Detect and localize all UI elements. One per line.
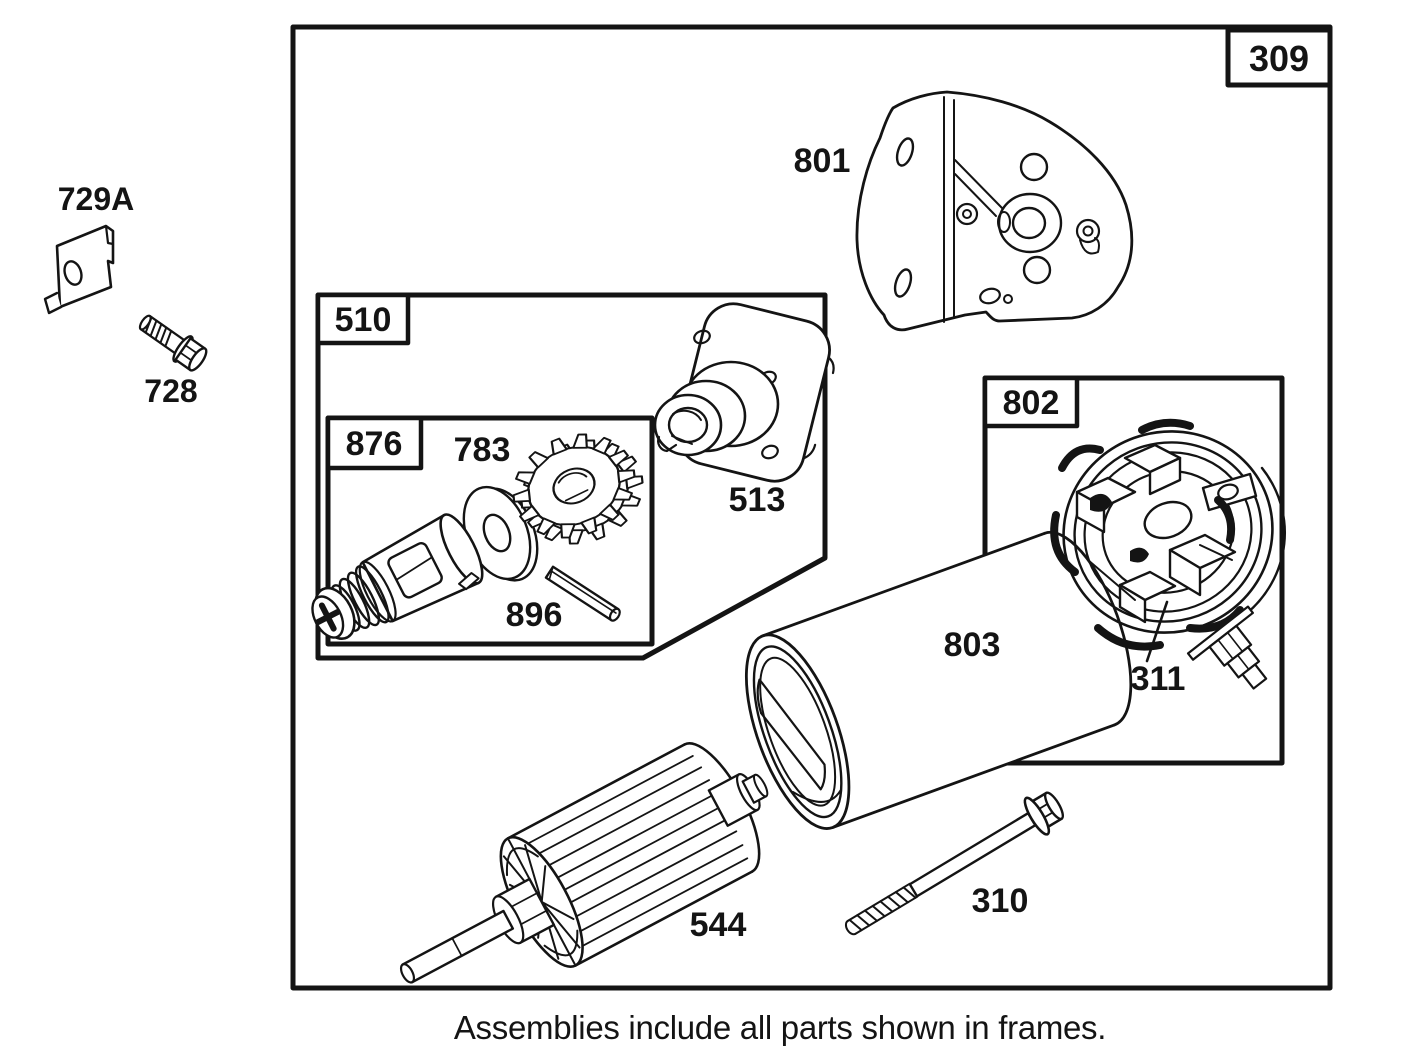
- label-309: 309: [1248, 38, 1310, 79]
- part-728-bolt: [134, 308, 211, 374]
- label-729a: 729A: [57, 181, 135, 217]
- label-728: 728: [144, 373, 198, 409]
- label-801: 801: [793, 142, 851, 180]
- label-876: 876: [345, 425, 403, 463]
- label-544: 544: [689, 906, 747, 944]
- label-802: 802: [1002, 384, 1060, 422]
- label-310: 310: [971, 882, 1029, 920]
- part-801-end-plate: [857, 92, 1132, 330]
- label-783: 783: [453, 431, 511, 469]
- label-896: 896: [505, 596, 563, 634]
- label-311: 311: [1130, 660, 1186, 698]
- label-513: 513: [728, 481, 786, 519]
- part-544-armature: [369, 720, 798, 1039]
- part-803-housing: [725, 520, 1152, 842]
- label-803: 803: [943, 626, 1001, 664]
- part-513-gear-cover: [655, 297, 844, 489]
- part-729a-bracket: [45, 226, 113, 313]
- label-510: 510: [334, 301, 392, 339]
- caption-text: Assemblies include all parts shown in frames.: [453, 1009, 1107, 1046]
